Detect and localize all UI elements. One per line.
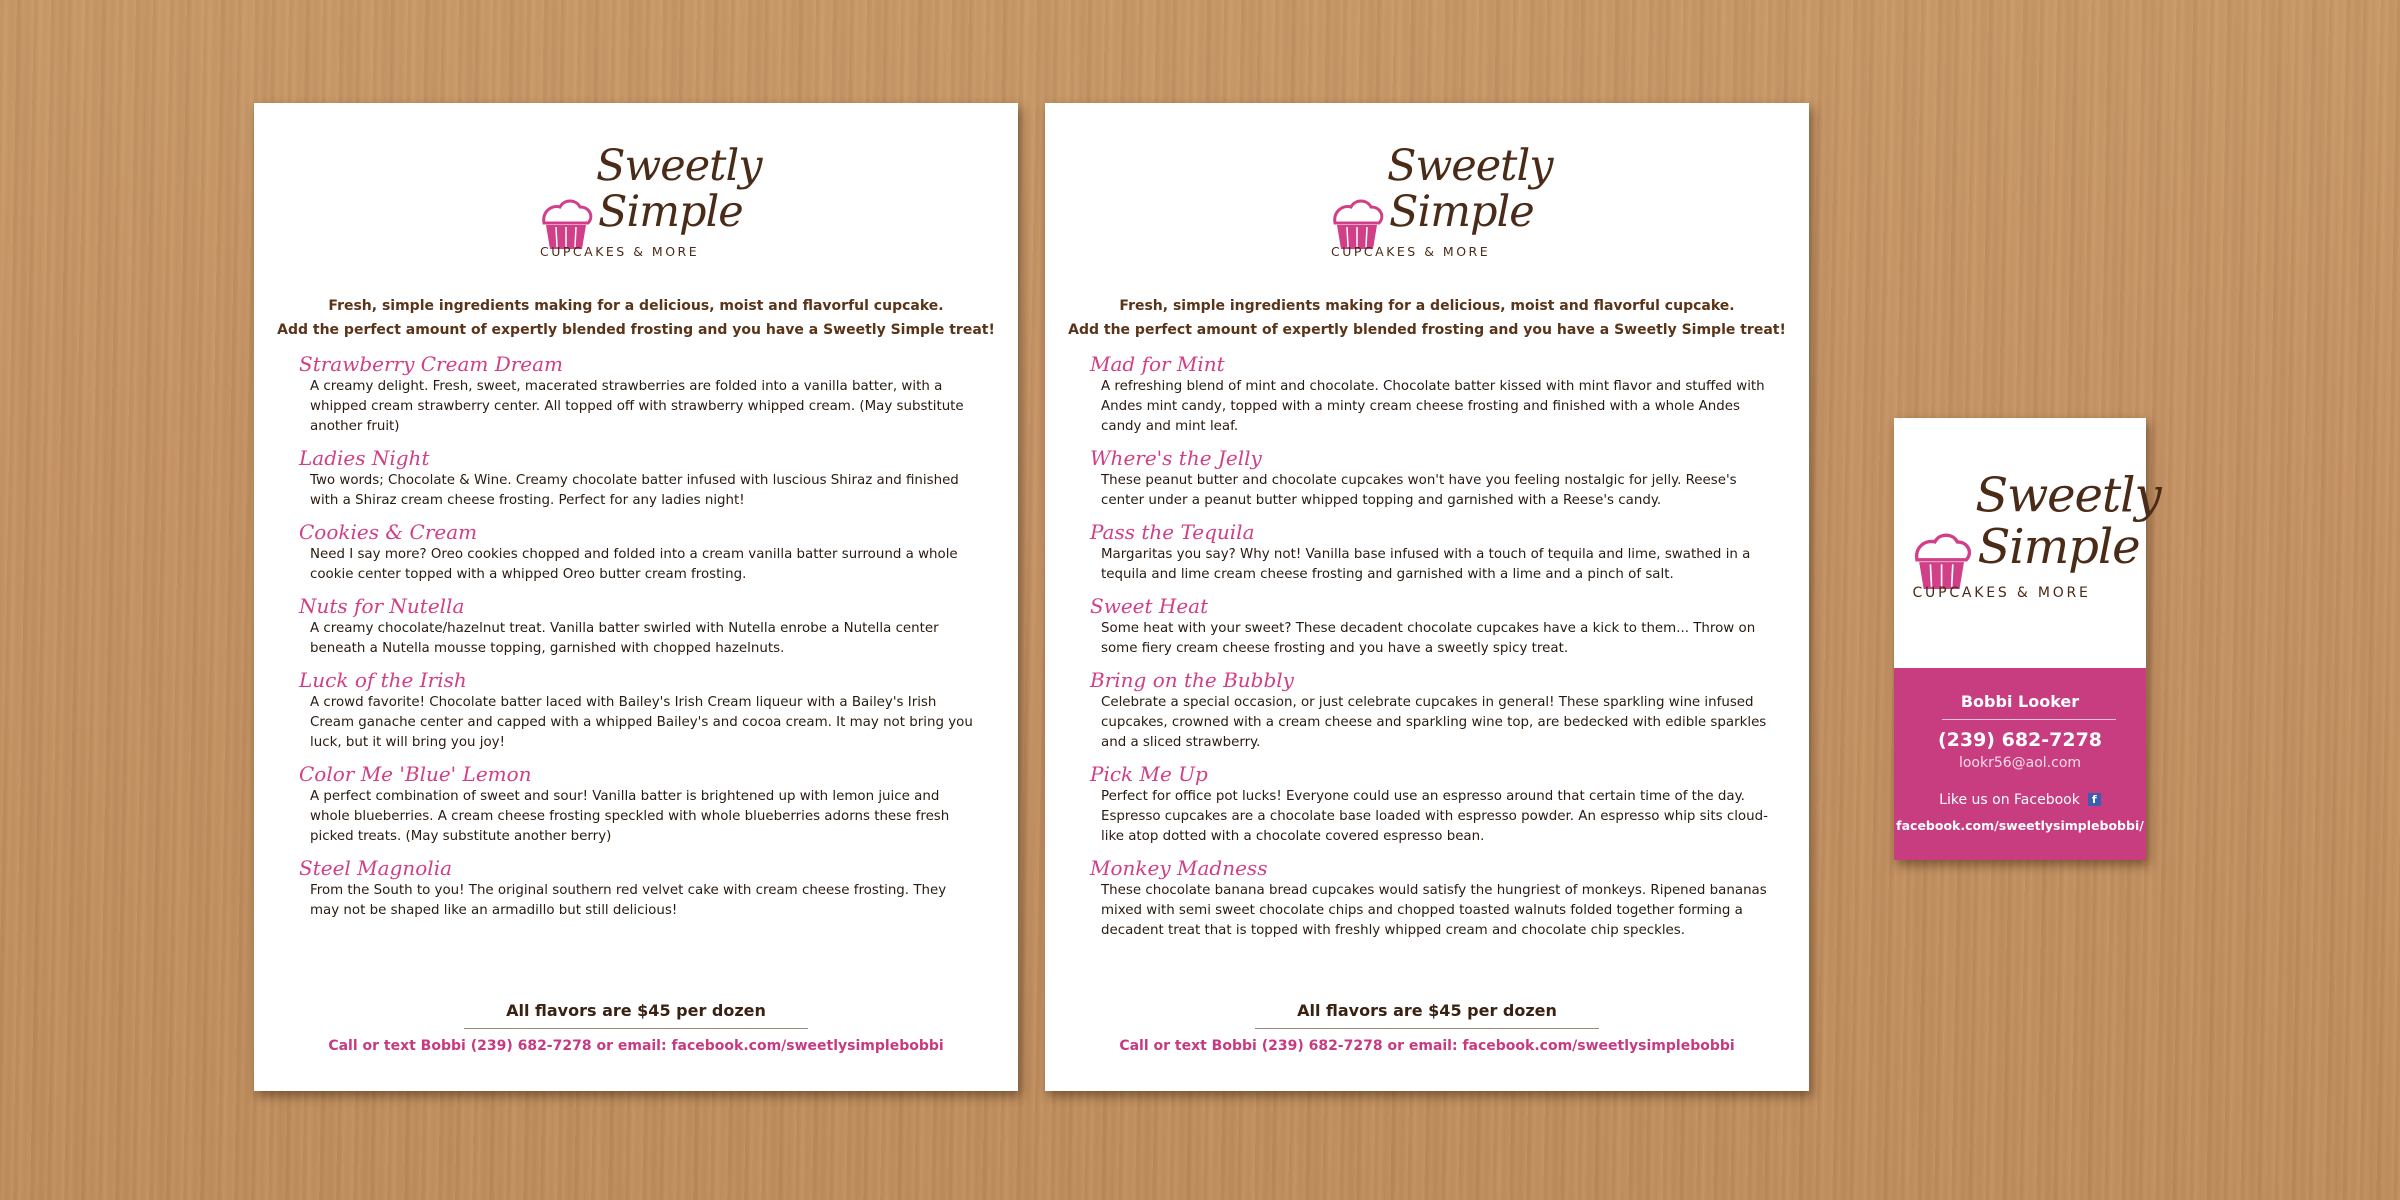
menu-item xyxy=(301,519,978,585)
menu-item xyxy=(1092,351,1769,437)
intro-line: Fresh, simple ingredients making for a delicious, moist and flavorful cupcake. xyxy=(328,298,944,314)
contact-line: Call or text Bobbi (239) 682-7278 or email: facebook.com/sweetlysimplebobbi xyxy=(1119,1038,1735,1054)
brand-tagline: CUPCAKES & MORE xyxy=(1331,244,1491,259)
menu-item xyxy=(301,445,978,511)
flyer-right xyxy=(1045,103,1809,1091)
menu-list xyxy=(301,351,978,929)
intro-line: Add the perfect amount of expertly blended frosting and you have a Sweetly Simple treat! xyxy=(277,322,995,338)
menu-item xyxy=(1092,855,1769,941)
flyer-left xyxy=(254,103,1018,1091)
brand-name-line2: Simple xyxy=(1389,187,1534,237)
menu-item-desc: A refreshing blend of mint and chocolate. Chocolate batter kissed with mint flavor and stuffed with Andes mint candy, topped with a minty cream cheese frosting and finished with a whole Andes candy and mint leaf. xyxy=(1101,379,1765,434)
menu-item xyxy=(1092,519,1769,585)
menu-item-title: Color Me 'Blue' Lemon xyxy=(299,762,532,786)
menu-item-title: Pass the Tequila xyxy=(1090,520,1255,544)
menu-item-desc: These peanut butter and chocolate cupcakes won't have you feeling nostalgic for jelly. Reese's center under a peanut butter whipped topping and garnished with a Reese's candy. xyxy=(1101,473,1737,508)
card-contact-band xyxy=(1894,668,2146,860)
menu-item xyxy=(1092,593,1769,659)
menu-item xyxy=(1092,667,1769,753)
menu-item-desc: Margaritas you say? Why not! Vanilla base infused with a touch of tequila and lime, swathed in a tequila and lime cream cheese frosting and garnished with a lime and a pinch of salt. xyxy=(1101,547,1751,582)
intro-line: Add the perfect amount of expertly blended frosting and you have a Sweetly Simple treat! xyxy=(1068,322,1786,338)
business-card xyxy=(1894,418,2161,860)
menu-item-title: Strawberry Cream Dream xyxy=(299,352,564,376)
menu-item-title: Steel Magnolia xyxy=(299,856,453,880)
menu-item-desc: Need I say more? Oreo cookies chopped and folded into a cream vanilla batter surround a whole cookie center topped with a whipped Oreo butter cream frosting. xyxy=(310,547,958,582)
card-name: Bobbi Looker xyxy=(1960,692,2080,711)
brand-logo xyxy=(536,141,762,281)
menu-item-title: Pick Me Up xyxy=(1090,762,1208,786)
menu-list xyxy=(1092,351,1769,949)
menu-item-desc: A creamy chocolate/hazelnut treat. Vanilla batter swirled with Nutella enrobe a Nutella center beneath a Nutella mousse topping, garnished with chopped hazelnuts. xyxy=(310,621,939,656)
menu-item-title: Sweet Heat xyxy=(1090,594,1209,618)
card-facebook-url: facebook.com/sweetlysimplebobbi/ xyxy=(1896,818,2144,833)
menu-item xyxy=(301,667,978,753)
menu-item-desc: Some heat with your sweet? These decadent chocolate cupcakes have a kick to them... Throw on some fiery cream cheese frosting and you have a sweetly spicy treat. xyxy=(1101,621,1756,656)
menu-item-desc: These chocolate banana bread cupcakes would satisfy the hungriest of monkeys. Ripened bananas mixed with semi sweet chocolate chips and chopped toasted walnuts folded together forming a decadent treat that is topped with freshly whipped cream and chocolate chip speckles. xyxy=(1101,883,1767,938)
menu-item-title: Luck of the Irish xyxy=(299,668,467,692)
card-phone: (239) 682-7278 xyxy=(1937,729,2103,751)
card-like-text: Like us on Facebook xyxy=(1939,792,2080,808)
menu-item-desc: A creamy delight. Fresh, sweet, macerated strawberries are folded into a vanilla batter, with a whipped cream strawberry center. All topped off with strawberry whipped cream. (May substitute another fruit) xyxy=(310,379,964,434)
divider xyxy=(1942,719,2116,720)
menu-item-desc: A crowd favorite! Chocolate batter laced with Bailey's Irish Cream liqueur with a Bailey's Irish Cream ganache center and capped with a whipped Bailey's and cocoa cream. It may not bring you luck, but it will bring you joy! xyxy=(310,695,973,750)
menu-item-desc: From the South to you! The original southern red velvet cake with cream cheese frosting. They may not be shaped like an armadillo but still delicious! xyxy=(310,883,947,918)
facebook-icon: f xyxy=(2088,793,2101,806)
brand-tagline: CUPCAKES & MORE xyxy=(1912,583,2091,601)
menu-item xyxy=(1092,445,1769,511)
brand-name-line1: Sweetly xyxy=(1975,468,2161,524)
brand-name-line2: Simple xyxy=(1977,519,2140,576)
menu-item-desc: A perfect combination of sweet and sour! Vanilla batter is brightened up with lemon juice and whole blueberries. A cream cheese frosting speckled with whole blueberries adorns these fresh picked treats. (May substitute another berry) xyxy=(310,789,950,844)
menu-item xyxy=(301,855,978,921)
menu-item xyxy=(1092,761,1769,847)
intro-line: Fresh, simple ingredients making for a delicious, moist and flavorful cupcake. xyxy=(1119,298,1735,314)
menu-item-title: Monkey Madness xyxy=(1090,856,1268,880)
intro-text xyxy=(1045,294,1809,342)
brand-name-line2: Simple xyxy=(598,187,743,237)
menu-item-desc: Celebrate a special occasion, or just celebrate cupcakes in general! These sparkling wine infused cupcakes, crowned with a cream cheese and sparkling wine top, are bedecked with edible sparkles and a sliced strawberry. xyxy=(1101,695,1767,750)
menu-item xyxy=(301,351,978,437)
menu-item-title: Bring on the Bubbly xyxy=(1090,668,1294,692)
brand-logo xyxy=(1908,468,2161,625)
intro-text xyxy=(254,294,1018,342)
divider xyxy=(464,1028,808,1029)
brand-logo xyxy=(1327,141,1553,281)
divider xyxy=(1255,1028,1599,1029)
menu-item xyxy=(301,761,978,847)
menu-item-title: Mad for Mint xyxy=(1090,352,1225,376)
brand-tagline: CUPCAKES & MORE xyxy=(540,244,700,259)
brand-name-line1: Sweetly xyxy=(596,141,762,191)
menu-item-title: Nuts for Nutella xyxy=(299,594,465,618)
menu-item-title: Cookies & Cream xyxy=(299,520,478,544)
menu-item-title: Ladies Night xyxy=(299,446,430,470)
menu-item-desc: Perfect for office pot lucks! Everyone could use an espresso around that certain time of the day. Espresso cupcakes are a chocolate base loaded with espresso powder. An espresso whip sits cloud-like atop dotted with a chocolate covered espresso bean. xyxy=(1101,789,1768,844)
menu-item-desc: Two words; Chocolate & Wine. Creamy chocolate batter infused with luscious Shiraz and finished with a Shiraz cream cheese frosting. Perfect for any ladies night! xyxy=(310,473,959,508)
card-email: lookr56@aol.com xyxy=(1958,755,2082,771)
card-facebook-like xyxy=(1894,792,2146,808)
menu-item xyxy=(301,593,978,659)
contact-line: Call or text Bobbi (239) 682-7278 or email: facebook.com/sweetlysimplebobbi xyxy=(328,1038,944,1054)
menu-item-title: Where's the Jelly xyxy=(1090,446,1262,470)
price-line: All flavors are $45 per dozen xyxy=(1297,1001,1557,1020)
brand-name-line1: Sweetly xyxy=(1387,141,1553,191)
price-line: All flavors are $45 per dozen xyxy=(506,1001,766,1020)
